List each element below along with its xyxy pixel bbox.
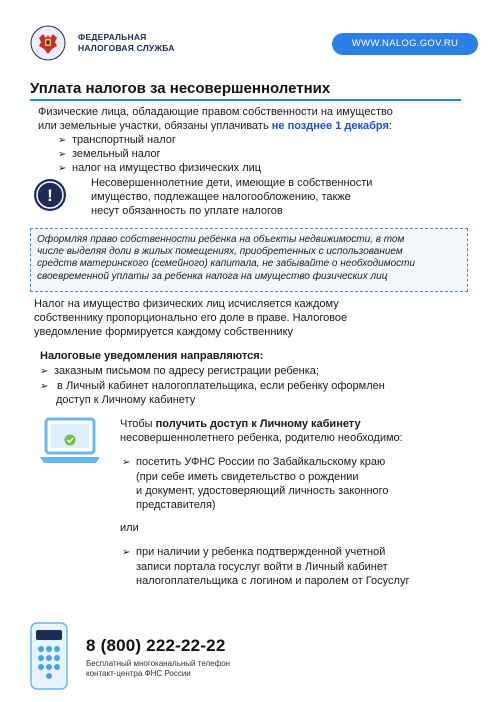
property-tax-paragraph xyxy=(34,297,347,339)
minors-obligation-note xyxy=(91,176,372,218)
deadline-highlight: не позднее 1 декабря xyxy=(271,120,389,132)
notification-item-continuation: доступ к Личному кабинету xyxy=(56,394,196,406)
arrow-bullet-icon: ➢ xyxy=(40,366,49,377)
notification-item xyxy=(40,379,385,394)
notifications-heading: Налоговые уведомления направляются: xyxy=(40,350,264,362)
notification-item-label: заказным письмом по адресу регистрации ребенка; xyxy=(54,365,319,377)
notification-item xyxy=(40,364,319,379)
option-line: посетить УФНС России по Забайкальскому краю xyxy=(136,456,386,468)
org-line-2: НАЛОГОВАЯ СЛУЖБА xyxy=(78,42,175,53)
warning-line: Несовершеннолетние дети, имеющие в собственности xyxy=(91,177,373,189)
hotline-description xyxy=(86,659,230,679)
intro-paragraph xyxy=(38,105,393,133)
access-line-2: несовершеннолетнего ребенка, родителю необходимо: xyxy=(120,432,403,444)
laptop-with-check-icon xyxy=(40,417,100,469)
title-underline xyxy=(30,99,461,101)
exclamation-glyph: ! xyxy=(47,186,53,205)
option-line: (при себе иметь свидетельство о рождении xyxy=(136,471,359,483)
organization-name xyxy=(78,32,175,53)
notification-item-label: в Личный кабинет налогоплательщика, если ребенку оформлен xyxy=(54,380,385,392)
option-line: при наличии у ребенка подтвержденной учетной xyxy=(136,546,386,558)
notice-line: Оформляя право собственности ребенка на объекты недвижимости, в том xyxy=(37,234,405,245)
notice-line: своевременной уплаты за ребенка налога на имущество физических лиц xyxy=(37,270,388,282)
access-option-2 xyxy=(122,545,409,588)
tax-list-item xyxy=(58,147,161,162)
option-line: представителя) xyxy=(136,499,216,511)
intro-line-2-colon: : xyxy=(388,120,392,132)
exclamation-circle-icon xyxy=(34,179,66,211)
arrow-bullet-icon: ➢ xyxy=(122,547,131,558)
tax-list-item xyxy=(58,133,176,148)
property-tax-line: Налог на имущество физических лиц исчисляется каждому xyxy=(34,298,339,310)
tax-list-item-label: земельный налог xyxy=(72,148,161,160)
hotline-phone-number[interactable]: 8 (800) 222-22-22 xyxy=(86,636,226,655)
arrow-bullet-icon: ➢ xyxy=(58,135,67,146)
access-line-1-bold: получить доступ к Личному кабинету xyxy=(155,418,361,430)
property-registration-notice xyxy=(30,228,468,292)
notice-line: числе выделяя доли в жилых помещениях, приобретенных с использованием xyxy=(37,246,403,258)
access-option-1 xyxy=(122,455,389,512)
option-line: и документ, удостоверяющий личность законного xyxy=(136,485,389,497)
access-intro xyxy=(120,417,403,445)
intro-line-2-text: или земельные участки, обязаны уплачивать xyxy=(38,120,272,132)
arrow-bullet-icon: ➢ xyxy=(40,381,49,392)
intro-line-2 xyxy=(38,119,393,133)
property-tax-line: собственнику пропорционально его доле в праве. Налоговое xyxy=(34,312,348,324)
arrow-bullet-icon: ➢ xyxy=(58,149,67,160)
intro-line-1: Физические лица, обладающие правом собственности на имущество xyxy=(38,106,393,118)
website-link[interactable]: WWW.NALOG.GOV.RU xyxy=(332,33,478,55)
property-tax-line: уведомление формируется каждому собственнику xyxy=(34,326,293,338)
hotline-note-line: Бесплатный многоканальный телефон xyxy=(86,659,231,668)
page-title: Уплата налогов за несовершеннолетних xyxy=(30,80,331,97)
arrow-bullet-icon: ➢ xyxy=(122,457,131,468)
warning-line: несут обязанность по уплате налогов xyxy=(91,205,283,217)
access-line-1-text: Чтобы xyxy=(120,418,156,430)
org-line-1: ФЕДЕРАЛЬНАЯ xyxy=(78,32,147,42)
fns-emblem-icon xyxy=(30,25,66,61)
phone-keypad-icon xyxy=(30,622,68,690)
arrow-bullet-icon: ➢ xyxy=(58,163,67,174)
notice-line: средств материнского (семейного) капитала, не забывайте о необходимости xyxy=(37,258,416,270)
option-line: налогоплательщика с логином и паролем от Госуслуг xyxy=(136,575,410,587)
hotline-note-line: контакт-центра ФНС России xyxy=(86,669,191,678)
warning-line: имущество, подлежащее налогообложению, также xyxy=(91,191,351,203)
tax-list-item-label: налог на имущество физических лиц xyxy=(72,162,262,174)
access-line-1 xyxy=(120,417,403,431)
tax-list-item-label: транспортный налог xyxy=(72,134,176,146)
tax-list-item xyxy=(58,161,261,176)
or-separator: или xyxy=(120,522,139,534)
option-line: записи портала госуслуг войти в Личный кабинет xyxy=(136,561,388,573)
